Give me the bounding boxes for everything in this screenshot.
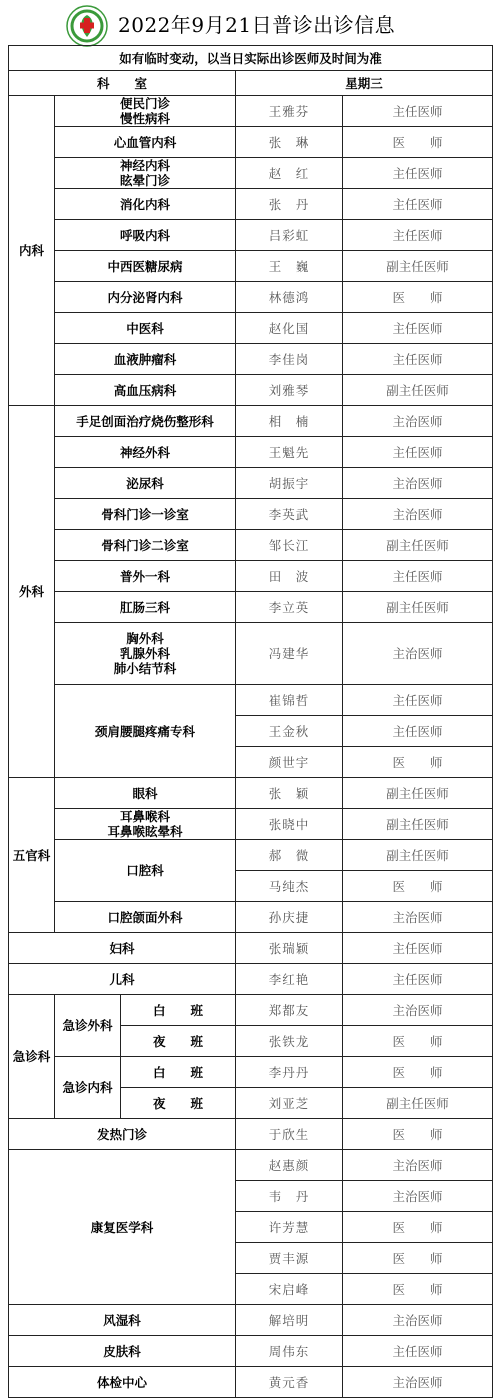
doctor-title: 医 师 [343, 1057, 493, 1088]
doctor-name: 李丹丹 [236, 1057, 343, 1088]
department-label: 血液肿瘤科 [55, 344, 236, 375]
schedule-table [8, 45, 493, 1398]
doctor-title: 主任医师 [343, 561, 493, 592]
table-row [9, 375, 493, 406]
doctor-name: 贾丰源 [236, 1243, 343, 1274]
table-row [9, 530, 493, 561]
doctor-title: 主治医师 [343, 1305, 493, 1336]
department-label: 急诊内科 [55, 1057, 121, 1119]
doctor-title: 主任医师 [343, 716, 493, 747]
table-row [9, 623, 493, 685]
shift-label: 白 班 [121, 995, 236, 1026]
table-row [9, 1057, 493, 1088]
department-label: 风湿科 [9, 1305, 236, 1336]
table-row [9, 313, 493, 344]
department-label: 普外一科 [55, 561, 236, 592]
department-label: 神经外科 [55, 437, 236, 468]
shift-label: 白 班 [121, 1057, 236, 1088]
doctor-title: 主治医师 [343, 1181, 493, 1212]
department-label: 骨科门诊二诊室 [55, 530, 236, 561]
doctor-title: 医 师 [343, 1212, 493, 1243]
doctor-name: 王金秋 [236, 716, 343, 747]
department-label: 骨科门诊一诊室 [55, 499, 236, 530]
department-label: 中西医糖尿病 [55, 251, 236, 282]
doctor-name: 张晓中 [236, 809, 343, 840]
table-row [9, 685, 493, 716]
department-label: 胸外科 乳腺外科 肺小结节科 [55, 623, 236, 685]
doctor-name: 赵 红 [236, 158, 343, 189]
table-row [9, 189, 493, 220]
department-label: 妇科 [9, 933, 236, 964]
doctor-name: 王魁先 [236, 437, 343, 468]
department-label: 中医科 [55, 313, 236, 344]
doctor-name: 宋启峰 [236, 1274, 343, 1305]
doctor-name: 胡振宇 [236, 468, 343, 499]
department-label: 神经内科 眩晕门诊 [55, 158, 236, 189]
doctor-title: 主任医师 [343, 437, 493, 468]
doctor-name: 张铁龙 [236, 1026, 343, 1057]
doctor-name: 李佳岗 [236, 344, 343, 375]
table-row [9, 499, 493, 530]
doctor-title: 主任医师 [343, 313, 493, 344]
doctor-title: 副主任医师 [343, 375, 493, 406]
group-label: 五官科 [9, 778, 55, 933]
doctor-name: 于欣生 [236, 1119, 343, 1150]
doctor-title: 医 师 [343, 1243, 493, 1274]
group-label: 内科 [9, 96, 55, 406]
shift-label: 夜 班 [121, 1088, 236, 1119]
doctor-name: 李英武 [236, 499, 343, 530]
doctor-title: 主治医师 [343, 995, 493, 1026]
table-row [9, 561, 493, 592]
doctor-title: 主任医师 [343, 220, 493, 251]
department-label: 呼吸内科 [55, 220, 236, 251]
table-row [9, 344, 493, 375]
department-label: 发热门诊 [9, 1119, 236, 1150]
doctor-name: 李红艳 [236, 964, 343, 995]
doctor-title: 主任医师 [343, 964, 493, 995]
doctor-name: 王雅芬 [236, 96, 343, 127]
doctor-title: 主任医师 [343, 344, 493, 375]
shift-label: 夜 班 [121, 1026, 236, 1057]
department-label: 内分泌肾内科 [55, 282, 236, 313]
table-row [9, 1336, 493, 1367]
header [8, 3, 492, 45]
department-label: 肛肠三科 [55, 592, 236, 623]
table-row [9, 406, 493, 437]
doctor-title: 主治医师 [343, 406, 493, 437]
doctor-name: 张 丹 [236, 189, 343, 220]
doctor-title: 主任医师 [343, 189, 493, 220]
doctor-title: 主任医师 [343, 933, 493, 964]
department-label: 儿科 [9, 964, 236, 995]
department-label: 康复医学科 [9, 1150, 236, 1305]
doctor-title: 副主任医师 [343, 251, 493, 282]
group-label: 外科 [9, 406, 55, 778]
table-row [9, 1150, 493, 1181]
doctor-name: 王 巍 [236, 251, 343, 282]
doctor-title: 主治医师 [343, 902, 493, 933]
table-row [9, 127, 493, 158]
group-label: 急诊科 [9, 995, 55, 1119]
doctor-title: 主治医师 [343, 499, 493, 530]
column-header-day: 星期三 [236, 71, 493, 96]
doctor-title: 主治医师 [343, 468, 493, 499]
doctor-name: 郑都友 [236, 995, 343, 1026]
doctor-name: 张 颖 [236, 778, 343, 809]
table-row [9, 158, 493, 189]
note-row [9, 46, 493, 71]
doctor-name: 刘亚芝 [236, 1088, 343, 1119]
doctor-title: 医 师 [343, 871, 493, 902]
notice-text: 如有临时变动，以当日实际出诊医师及时间为准 [9, 46, 493, 71]
department-label: 耳鼻喉科 耳鼻喉眩晕科 [55, 809, 236, 840]
table-row [9, 964, 493, 995]
table-row [9, 995, 493, 1026]
column-header-dept: 科 室 [9, 71, 236, 96]
table-row [9, 220, 493, 251]
department-label: 急诊外科 [55, 995, 121, 1057]
department-label: 高血压病科 [55, 375, 236, 406]
department-label: 泌尿科 [55, 468, 236, 499]
table-row [9, 592, 493, 623]
doctor-name: 李立英 [236, 592, 343, 623]
doctor-name: 许芳慧 [236, 1212, 343, 1243]
table-row [9, 809, 493, 840]
department-label: 消化内科 [55, 189, 236, 220]
doctor-name: 邹长江 [236, 530, 343, 561]
table-row [9, 933, 493, 964]
table-row [9, 251, 493, 282]
doctor-name: 相 楠 [236, 406, 343, 437]
doctor-title: 主任医师 [343, 96, 493, 127]
doctor-name: 孙庆捷 [236, 902, 343, 933]
doctor-name: 郝 微 [236, 840, 343, 871]
table-row [9, 468, 493, 499]
doctor-title: 医 师 [343, 282, 493, 313]
doctor-title: 医 师 [343, 747, 493, 778]
table-row [9, 96, 493, 127]
table-row [9, 437, 493, 468]
doctor-name: 崔锦哲 [236, 685, 343, 716]
doctor-title: 副主任医师 [343, 809, 493, 840]
doctor-name: 田 波 [236, 561, 343, 592]
table-row [9, 1367, 493, 1398]
doctor-title: 副主任医师 [343, 778, 493, 809]
doctor-name: 赵惠颜 [236, 1150, 343, 1181]
doctor-name: 马纯杰 [236, 871, 343, 902]
table-row [9, 840, 493, 871]
doctor-name: 解培明 [236, 1305, 343, 1336]
doctor-name: 黄元香 [236, 1367, 343, 1398]
doctor-name: 张瑞颖 [236, 933, 343, 964]
doctor-name: 赵化国 [236, 313, 343, 344]
department-label: 口腔科 [55, 840, 236, 902]
doctor-name: 吕彩虹 [236, 220, 343, 251]
doctor-title: 主任医师 [343, 685, 493, 716]
doctor-name: 颜世宇 [236, 747, 343, 778]
department-label: 眼科 [55, 778, 236, 809]
department-label: 颈肩腰腿疼痛专科 [55, 685, 236, 778]
table-row [9, 1305, 493, 1336]
doctor-name: 冯建华 [236, 623, 343, 685]
doctor-title: 副主任医师 [343, 530, 493, 561]
header-row [9, 71, 493, 96]
doctor-name: 张 琳 [236, 127, 343, 158]
doctor-title: 主任医师 [343, 1336, 493, 1367]
doctor-title: 医 师 [343, 1026, 493, 1057]
doctor-title: 主治医师 [343, 623, 493, 685]
doctor-title: 医 师 [343, 1274, 493, 1305]
table-row [9, 1119, 493, 1150]
doctor-name: 韦 丹 [236, 1181, 343, 1212]
doctor-title: 副主任医师 [343, 592, 493, 623]
department-label: 体检中心 [9, 1367, 236, 1398]
doctor-title: 副主任医师 [343, 1088, 493, 1119]
department-label: 便民门诊 慢性病科 [55, 96, 236, 127]
table-row [9, 282, 493, 313]
doctor-name: 周伟东 [236, 1336, 343, 1367]
table-row [9, 778, 493, 809]
department-label: 皮肤科 [9, 1336, 236, 1367]
doctor-name: 林德鸿 [236, 282, 343, 313]
doctor-title: 主任医师 [343, 158, 493, 189]
department-label: 心血管内科 [55, 127, 236, 158]
department-label: 手足创面治疗烧伤整形科 [55, 406, 236, 437]
hospital-logo-icon [66, 5, 108, 47]
doctor-title: 主治医师 [343, 1150, 493, 1181]
doctor-title: 医 师 [343, 1119, 493, 1150]
doctor-title: 主治医师 [343, 1367, 493, 1398]
table-row [9, 902, 493, 933]
doctor-name: 刘雅琴 [236, 375, 343, 406]
doctor-title: 医 师 [343, 127, 493, 158]
doctor-title: 副主任医师 [343, 840, 493, 871]
page-title: 2022年9月21日普诊出诊信息 [118, 13, 396, 37]
department-label: 口腔颌面外科 [55, 902, 236, 933]
